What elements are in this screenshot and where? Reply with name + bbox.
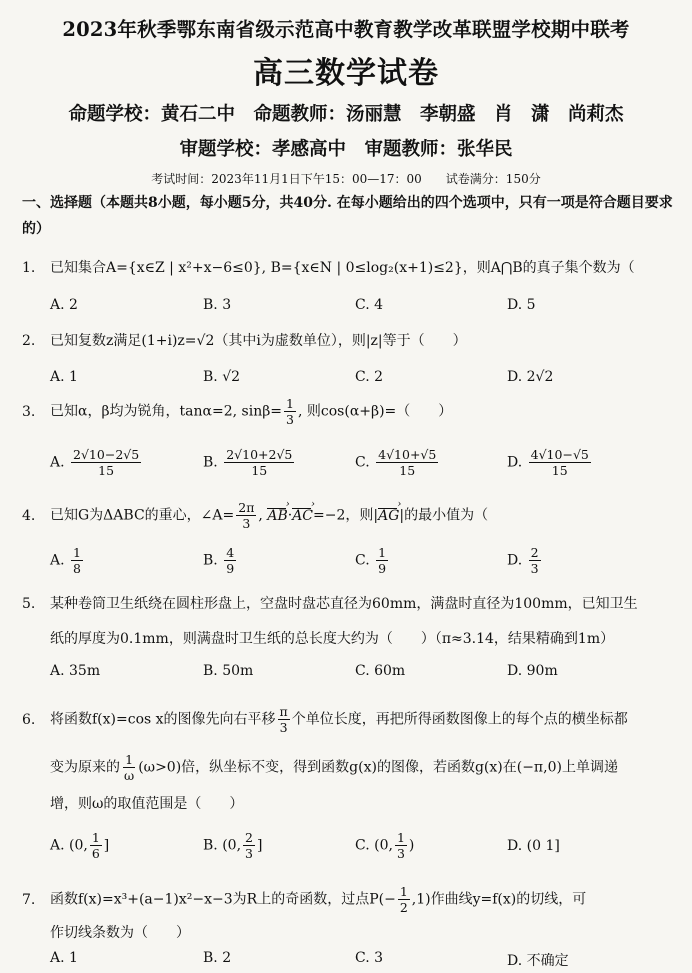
- numerator: 4√10+√5: [378, 447, 437, 462]
- option-d: [507, 447, 593, 478]
- option-a: [50, 447, 143, 478]
- question-4: [22, 500, 488, 531]
- numerator: 1: [125, 752, 134, 767]
- numerator: 1: [91, 830, 100, 845]
- denominator: 3: [530, 561, 539, 576]
- question-3: [22, 396, 452, 427]
- vector-ag: AG ›: [378, 508, 399, 524]
- option-c: C. 3: [355, 950, 384, 966]
- fraction: [71, 447, 141, 478]
- numerator: 1: [73, 545, 81, 560]
- option-d: [507, 838, 560, 854]
- question-number: 4.: [22, 507, 36, 524]
- question-number: 3.: [22, 403, 36, 420]
- fraction: [224, 447, 294, 478]
- option-b: [203, 447, 296, 478]
- question-5-line2: 纸的厚度为0.1mm，则满盘时卫生纸的总长度大约为（ ）（π≈3.14，结果精确到1m）: [50, 631, 615, 647]
- fraction: [398, 884, 410, 915]
- fraction: [529, 447, 591, 478]
- exam-subject-title: 高三数学试卷: [253, 56, 439, 91]
- option-d: D. 不确定: [507, 953, 569, 969]
- question-7: [22, 884, 586, 915]
- fraction: [90, 830, 102, 861]
- option-b: [203, 545, 238, 576]
- question-text: 变为原来的: [50, 759, 120, 776]
- fraction: [284, 396, 296, 427]
- option-label: A.: [50, 837, 65, 854]
- question-text: 某种卷筒卫生纸绕在圆柱形盘上，空盘时盘芯直径为60mm，满盘时直径为100mm，已知卫生: [50, 596, 638, 612]
- question-6-line2: [50, 752, 618, 783]
- option-text: (0,: [374, 837, 393, 854]
- question-number: 5.: [22, 596, 36, 612]
- option-a: A. 35m: [50, 663, 101, 679]
- denominator: 15: [98, 463, 115, 478]
- option-b: B. 3: [203, 297, 232, 313]
- question-text: =−2，则|: [313, 507, 379, 524]
- question-text: 已知集合A={x∈Z | x²+x−6≤0}, B={x∈N | 0≤log₂(x+1)≤2}，则A⋂B的真子集个数为（: [50, 260, 635, 276]
- option-label: B.: [203, 837, 218, 854]
- fraction: [376, 545, 388, 576]
- option-label: C.: [355, 552, 370, 569]
- fraction: [236, 500, 256, 531]
- numerator: 4√10−√5: [530, 447, 589, 462]
- option-text: (0,: [222, 837, 242, 854]
- numerator: 2: [245, 830, 253, 845]
- fraction: [71, 545, 83, 576]
- option-c: [355, 545, 390, 576]
- question-text: 将函数f(x)=cos x的图像先向右平移: [50, 711, 276, 728]
- denominator: 3: [396, 846, 405, 861]
- exam-title: 2023年秋季鄂东南省级示范高中教育教学改革联盟学校期中联考: [62, 18, 630, 41]
- author-line: 命题学校：黄石二中 命题教师：汤丽慧 李朝盛 肖 潇 尚莉杰: [68, 104, 624, 125]
- question-text: 已知α，β均为锐角，tanα=2, sinβ=: [50, 403, 283, 420]
- option-d: D. 2√2: [507, 369, 554, 385]
- option-a: A. 1: [50, 950, 78, 966]
- option-b: B. √2: [203, 369, 241, 385]
- denominator: 8: [73, 561, 81, 576]
- denominator: 3: [245, 846, 253, 861]
- numerator: 2π: [238, 500, 255, 515]
- fraction: [395, 830, 407, 861]
- option-c: [355, 447, 440, 478]
- denominator: 6: [91, 846, 100, 861]
- question-6: [22, 704, 628, 735]
- option-label: A.: [50, 552, 65, 569]
- option-label: B.: [203, 552, 218, 569]
- denominator: 15: [399, 463, 416, 478]
- question-number: 7.: [22, 891, 36, 908]
- option-c: [355, 830, 414, 861]
- option-c: C. 2: [355, 369, 384, 385]
- denominator: ω: [124, 768, 135, 783]
- option-text: ]: [103, 837, 110, 854]
- option-text: (0 1]: [526, 838, 560, 854]
- option-label: D.: [507, 454, 523, 471]
- option-c: C. 4: [355, 297, 384, 313]
- option-a: A. 2: [50, 297, 78, 313]
- option-label: C.: [355, 454, 370, 471]
- question-number: 2.: [22, 333, 36, 349]
- question-1: [22, 257, 635, 277]
- question-text: 函数f(x)=x³+(a−1)x²−x−3为R上的奇函数，过点P(−: [50, 891, 396, 908]
- question-text: ,1)作曲线y=f(x)的切线，可: [411, 891, 587, 908]
- question-text: (ω>0)倍，纵坐标不变，得到函数g(x)的图像，若函数g(x)在(−π,0)上单调递: [138, 759, 618, 776]
- option-text: ): [408, 837, 415, 854]
- option-label: B.: [203, 454, 218, 471]
- denominator: 3: [242, 516, 251, 531]
- fraction: [278, 704, 290, 735]
- numerator: π: [279, 704, 288, 719]
- question-text: 已知复数z满足(1+i)z=√2（其中i为虚数单位），则|z|等于（ ）: [50, 333, 467, 349]
- question-number: 6.: [22, 711, 36, 728]
- option-d: D. 5: [507, 297, 536, 313]
- question-number: 1.: [22, 260, 36, 276]
- fraction: [376, 447, 438, 478]
- question-7-line2: 作切线条数为（ ）: [50, 925, 190, 941]
- numerator: 1: [286, 396, 294, 411]
- denominator: 15: [551, 463, 568, 478]
- section-heading: 一、选择题（本题共8小题，每小题5分，共40分. 在每小题给出的四个选项中，只有一项是符合题目要求的）: [22, 195, 673, 237]
- denominator: 3: [286, 412, 294, 427]
- question-text: 个单位长度，再把所得函数图像上的每个点的横坐标都: [291, 711, 628, 728]
- denominator: 15: [251, 463, 268, 478]
- question-5: [22, 593, 638, 613]
- denominator: 2: [399, 900, 408, 915]
- fraction: [224, 545, 236, 576]
- option-b: B. 2: [203, 950, 232, 966]
- reviewer-line: 审题学校：孝感高中 审题教师：张华民: [179, 139, 513, 160]
- option-text: ]: [256, 837, 263, 854]
- denominator: 3: [279, 720, 288, 735]
- vector-ab: AB ›: [267, 508, 287, 524]
- option-a: [50, 830, 109, 861]
- question-text: ,: [258, 507, 268, 524]
- option-d: [507, 545, 543, 576]
- exam-info: 考试时间：2023年11月1日下午15：00—17：00 试卷满分：150分: [151, 172, 541, 186]
- option-label: A.: [50, 454, 65, 471]
- question-text: , 则cos(α+β)=（ ）: [298, 403, 453, 420]
- numerator: 4: [226, 545, 235, 560]
- numerator: 2√10−2√5: [73, 447, 140, 462]
- fraction: [122, 752, 136, 783]
- fraction: [529, 545, 541, 576]
- option-label: D.: [507, 838, 523, 854]
- option-a: A. 1: [50, 369, 78, 385]
- denominator: 9: [378, 561, 387, 576]
- option-label: D.: [507, 552, 523, 569]
- option-d: D. 90m: [507, 663, 558, 679]
- vector-ac: AC ›: [292, 508, 313, 524]
- fraction: [243, 830, 255, 861]
- option-a: [50, 545, 85, 576]
- option-label: C.: [355, 837, 370, 854]
- numerator: 2: [530, 545, 539, 560]
- option-c: C. 60m: [355, 663, 406, 679]
- option-text: (0,: [69, 837, 88, 854]
- numerator: 2√10+2√5: [226, 447, 293, 462]
- question-6-line3: 增，则ω的取值范围是（ ）: [50, 796, 244, 812]
- question-text: 已知G为ΔABC的重心，∠A=: [50, 507, 235, 524]
- numerator: 1: [378, 545, 387, 560]
- option-b: [203, 830, 262, 861]
- question-text: |的最小值为（: [399, 507, 489, 524]
- denominator: 9: [226, 561, 235, 576]
- question-2: [22, 330, 467, 350]
- numerator: 1: [396, 830, 405, 845]
- dot-operator: ·: [287, 507, 293, 524]
- numerator: 1: [399, 884, 408, 899]
- option-b: B. 50m: [203, 663, 254, 679]
